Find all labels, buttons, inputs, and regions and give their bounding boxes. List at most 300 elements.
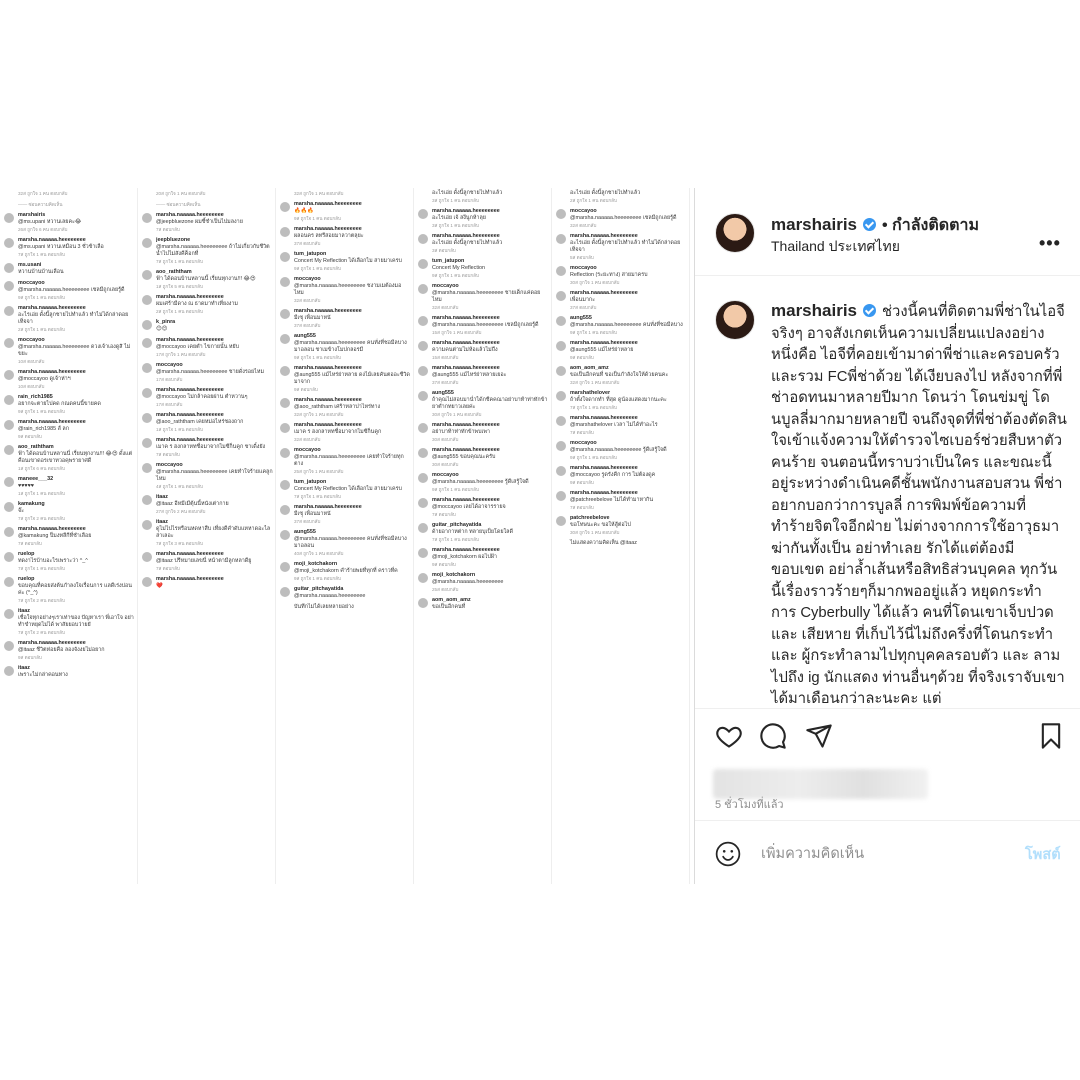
commenter-avatar[interactable] [418, 598, 428, 608]
comment-text: @marsha.naaaaa.heeeeeeee ชายเด็กแค่ดอยไหม [432, 290, 541, 303]
comment-username[interactable]: moji_kotchakorn [294, 561, 338, 567]
comment-username[interactable]: patchreebelove [570, 515, 610, 521]
comment-bar [695, 820, 1080, 885]
comment-username[interactable]: marsha.naaaaa.heeeeeeee [432, 340, 500, 346]
comment-username[interactable]: moccayoo [156, 462, 183, 468]
comment-text: ถ้าคุณไม่สอบมาน่ำได้กชีคคณาอย่าบาท้าท่าทักข้ายาตำกทยาวเลยค่ะ [432, 397, 548, 410]
comment-item [142, 519, 273, 547]
comment-text: @marsha.naaaaa.heeeeeeee ชงามเมต้องมอไหม [294, 283, 402, 296]
comment-meta: 32ส ตอบกลับ [294, 298, 321, 303]
comment-item [418, 447, 549, 468]
comment-text: @marshathelover เวลา ไม่ได้ทำอะไร [570, 422, 658, 428]
commenter-avatar[interactable] [280, 448, 290, 458]
commenter-avatar[interactable] [418, 366, 428, 376]
commenter-avatar[interactable] [280, 334, 290, 344]
comment-meta: 7ส ถูกใจ 1 คน ตอบกลับ [18, 252, 65, 257]
comment-text: @moccayoo รูดรังคีก การ ไม่ต้องดูค [570, 472, 656, 478]
comment-username[interactable]: marsha.naaaaa.heeeeeeee [18, 640, 86, 646]
comment-username[interactable]: marsha.naaaaa.heeeeeeee [570, 490, 638, 496]
comment-item [4, 190, 135, 197]
comment-text: @ms.upani หวานเหมือน 3 ชั่วช้าเลือ [18, 244, 104, 250]
comment-meta: 7ส ตอบกลับ [432, 512, 456, 517]
commenter-avatar[interactable] [280, 309, 290, 319]
comment-meta: 7ส ตอบกลับ [570, 505, 594, 510]
share-icon[interactable] [805, 722, 833, 750]
comment-item [418, 572, 549, 593]
comment-meta: 2ส ถูกใจ 1 คน ตอบกลับ [570, 198, 617, 203]
commenter-avatar[interactable] [4, 577, 14, 587]
comment-username[interactable]: marsha.naaaaa.heeeeeeee [294, 226, 362, 232]
comment-text: @marsha.naaaaa.heeeeeeee เคยทำใจร้ายแคลูกไหม [156, 469, 273, 482]
commenter-avatar[interactable] [556, 491, 566, 501]
comment-meta: 7ส ตอบกลับ [156, 452, 180, 457]
comment-text: ❤️ [156, 583, 163, 589]
commenter-avatar[interactable] [142, 577, 152, 587]
comment-text: @aung555 ขอบคุณนะครับ [432, 454, 496, 460]
comment-text: @jeepbluezone ผมชี้ชำเป็นไปมลงาย [156, 219, 243, 225]
comment-username[interactable]: moccayoo [18, 280, 45, 286]
comment-username[interactable]: marsha.naaaaa.heeeeeeee [570, 290, 638, 296]
comment-username[interactable]: kamakung [18, 501, 45, 507]
post-comment-button[interactable]: โพสต์ [1025, 843, 1061, 866]
comment-text: @marsha.naaaaa.heeeeeeee ชายดั่งรอยไหม [156, 369, 264, 375]
comment-username[interactable]: jeepbluezone [156, 237, 191, 243]
comment-username[interactable]: moccayoo [570, 440, 597, 446]
comment-username[interactable]: marsha.naaaaa.heeeeeeee [294, 397, 362, 403]
comment-username[interactable]: aung555 [294, 529, 316, 535]
commenter-avatar[interactable] [418, 284, 428, 294]
comment-meta: —— ซ่อนความคิดเห็น [156, 202, 201, 207]
comment-username[interactable]: marsha.naaaaa.heeeeeeee [432, 208, 500, 214]
comment-meta: 32ส ถูกใจ 1 คน ตอบกลับ [294, 412, 344, 417]
more-options-icon[interactable]: ••• [1039, 233, 1061, 253]
comment-username[interactable]: marsha.naaaaa.heeeeeeee [18, 237, 86, 243]
comment-username[interactable]: tum_jatupon [294, 479, 327, 485]
commenter-avatar[interactable] [280, 227, 290, 237]
comment-text: @aoo_raththam เคยหม่อไหร่ชองถาก [156, 419, 244, 425]
heart-icon[interactable] [715, 722, 743, 750]
comment-item [556, 415, 687, 436]
commenter-avatar[interactable] [280, 505, 290, 515]
commenter-avatar[interactable] [142, 388, 152, 398]
comment-username[interactable]: marsha.naaaaa.heeeeeeee [432, 365, 500, 371]
comment-username[interactable]: maneee___32 [18, 476, 54, 482]
bookmark-icon[interactable] [1037, 722, 1065, 750]
commenter-avatar[interactable] [142, 238, 152, 248]
commenter-avatar[interactable] [4, 502, 14, 512]
comment-text: @moji_kotchakorn คำร้ายพยที่ทุกที่ คราวที่ค [294, 568, 398, 574]
commenter-avatar[interactable] [4, 238, 14, 248]
comment-input[interactable] [759, 839, 1003, 869]
comment-username[interactable]: marshathelover [570, 390, 611, 396]
comment-meta: 9ส ถูกใจ 1 คน ตอบกลับ [432, 273, 479, 278]
comment-username[interactable]: marsha.naaaaa.heeeeeeee [156, 576, 224, 582]
commenter-avatar[interactable] [142, 438, 152, 448]
comment-item [418, 422, 549, 443]
comment-meta: —— ซ่อนความคิดเห็น [18, 202, 63, 207]
commenter-avatar[interactable] [280, 398, 290, 408]
comment-username[interactable]: marsha.naaaaa.heeeeeeee [570, 233, 638, 239]
commenter-avatar[interactable] [142, 213, 152, 223]
comment-username[interactable]: tum_jatupon [294, 251, 327, 257]
commenter-avatar[interactable] [418, 498, 428, 508]
commenter-avatar[interactable] [556, 366, 566, 376]
comment-icon[interactable] [759, 722, 787, 750]
commenter-avatar[interactable] [142, 270, 152, 280]
commenter-avatar[interactable] [418, 523, 428, 533]
commenter-avatar[interactable] [556, 291, 566, 301]
commenter-avatar[interactable] [4, 338, 14, 348]
commenter-avatar[interactable] [418, 573, 428, 583]
comment-text: @marsha.naaaaa.heeeeeeee คนทั่งที่ชอมีลบาง มาอลอน ชาเมข้างโมปกลอรมี [294, 340, 407, 353]
comment-item [280, 447, 411, 475]
comment-item [280, 251, 411, 272]
post-panel [694, 188, 1080, 884]
commenter-avatar[interactable] [4, 552, 14, 562]
comment-meta: 9ส ถูกใจ 1 คน ตอบกลับ [570, 455, 617, 460]
comment-text: @marsha.naaaaa.heeeeeeee ถ้าไม่เกี่ยวกับชีวิตน้ำไปไม่สังคีค็อกที่ [156, 244, 270, 257]
comment-meta: 30ส ตอบกลับ [432, 437, 459, 442]
comment-item [556, 208, 687, 229]
comment-item [556, 465, 687, 486]
comment-meta: 30ส ถูกใจ 1 คน ตอบกลับ [570, 280, 620, 285]
comment-item [4, 576, 135, 604]
comment-username[interactable]: marsha.naaaaa.heeeeeeee [156, 212, 224, 218]
comment-text: ความคนต่ามไม่ห้อแล้วไม่ถึง [432, 347, 498, 353]
post-timestamp[interactable]: 5 ชั่วโมงที่แล้ว [715, 799, 784, 811]
comment-text: ขอบคุณที่คอยส่งต้นกำลงใจเรื่อนการ แลดีเร่งบ่อนค่ะ (^_^) [18, 583, 132, 596]
comment-username[interactable]: marsha.naaaaa.heeeeeeee [156, 412, 224, 418]
commenter-avatar[interactable] [4, 445, 14, 455]
comment-username[interactable]: marsha.naaaaa.heeeeeeee [294, 365, 362, 371]
comment-meta: 7ส ถูกใจ 2 คน ตอบกลับ [18, 630, 65, 635]
commenter-avatar[interactable] [4, 370, 14, 380]
comment-username[interactable]: itaaz [156, 519, 168, 525]
comment-item [556, 190, 687, 204]
comment-meta: 15ส ถูกใจ 1 คน ตอบกลับ [432, 330, 482, 335]
comment-username[interactable]: tum_jatupon [432, 258, 465, 264]
commenter-avatar[interactable] [142, 338, 152, 348]
comment-username[interactable]: marsha.naaaaa.heeeeeeee [294, 504, 362, 510]
comment-meta: 9ส ถูกใจ 1 คน ตอบกลับ [294, 216, 341, 221]
comment-meta: 9ส ถูกใจ 1 คน ตอบกลับ [294, 266, 341, 271]
comment-username[interactable]: ruelop [18, 551, 35, 557]
comment-meta: 37ส ตอบกลับ [294, 323, 321, 328]
commenter-avatar[interactable] [418, 391, 428, 401]
comments-collage [0, 188, 694, 884]
commenter-avatar[interactable] [4, 213, 14, 223]
comment-item [4, 262, 135, 276]
comment-text: @moccayoo เลยได้อาจารรายจ [432, 504, 506, 510]
comment-text: @itaaz ปรีหมายเลขนี่ หน้าตามีลูกหลาดียู [156, 558, 252, 564]
commenter-avatar[interactable] [418, 423, 428, 433]
commenter-avatar[interactable] [556, 466, 566, 476]
comment-text: ขอเป็นอีกคนที่ [432, 604, 466, 610]
comment-column [0, 188, 138, 884]
comment-item [142, 201, 273, 208]
author-username[interactable]: marshairis [771, 215, 857, 234]
commenter-avatar[interactable] [556, 516, 566, 526]
commenter-avatar[interactable] [556, 234, 566, 244]
caption-avatar[interactable] [715, 300, 755, 340]
comment-username[interactable]: ruelop [18, 576, 35, 582]
commenter-avatar[interactable] [418, 234, 428, 244]
comment-username[interactable]: moccayoo [156, 362, 183, 368]
comment-username[interactable]: marsha.naaaaa.heeeeeeee [294, 422, 362, 428]
comment-item [4, 394, 135, 415]
caption-username[interactable]: marshairis [771, 301, 857, 320]
comment-username[interactable]: marsha.naaaaa.heeeeeeee [156, 337, 224, 343]
comment-item [4, 337, 135, 365]
post-location[interactable]: Thailand ประเทศไทย [771, 238, 900, 254]
verified-badge-icon [863, 304, 876, 317]
commenter-avatar[interactable] [418, 548, 428, 558]
comment-meta: 7ส ตอบกลับ [570, 430, 594, 435]
comment-item [4, 212, 135, 233]
commenter-avatar[interactable] [4, 306, 14, 316]
comment-meta: 10ส ตอบกลับ [18, 359, 45, 364]
comment-username[interactable]: itaaz [18, 608, 30, 614]
commenter-avatar[interactable] [280, 530, 290, 540]
commenter-avatar[interactable] [280, 202, 290, 212]
comment-item [142, 212, 273, 233]
comment-text: ผลอนคร ลทรีสอยมาลวาตลุยะ [294, 233, 364, 239]
comment-username[interactable]: marshairis [18, 212, 46, 218]
comment-item [280, 276, 411, 304]
commenter-avatar[interactable] [556, 266, 566, 276]
commenter-avatar[interactable] [142, 320, 152, 330]
author-avatar[interactable] [715, 213, 755, 253]
commenter-avatar[interactable] [4, 395, 14, 405]
commenter-avatar[interactable] [418, 448, 428, 458]
commenter-avatar[interactable] [418, 259, 428, 269]
comment-item [4, 501, 135, 522]
comment-meta: 32ส ถูกใจ 1 คน ตอบกลับ [294, 191, 344, 196]
comment-username[interactable]: marsha.naaaaa.heeeeeeee [294, 308, 362, 314]
commenter-avatar[interactable] [142, 295, 152, 305]
commenter-avatar[interactable] [142, 552, 152, 562]
comment-meta: 3ส ถูกใจ 1 คน ตอบกลับ [432, 198, 479, 203]
comment-column [276, 188, 414, 884]
comment-username[interactable]: aoo_raththam [156, 269, 192, 275]
commenter-avatar[interactable] [556, 316, 566, 326]
comment-item [418, 390, 549, 418]
comment-item [556, 540, 687, 547]
comment-username[interactable]: aung555 [294, 333, 316, 339]
following-status[interactable]: • กำลังติดตาม [882, 217, 980, 234]
comment-item [4, 419, 135, 440]
comment-username[interactable]: marsha.naaaaa.heeeeeeee [156, 294, 224, 300]
comment-text: @marsha.naaaaa.heeeeeeee ดวงเจ้าเองดูสิ ไม่ขยะ [18, 344, 131, 357]
comment-meta: 20ส ถูกใจ 1 คน ตอบกลับ [156, 191, 206, 196]
comment-item [556, 340, 687, 361]
comment-username[interactable]: marsha.naaaaa.heeeeeeee [570, 465, 638, 471]
comment-username[interactable]: marsha.naaaaa.heeeeeeee [18, 369, 86, 375]
commenter-avatar[interactable] [418, 316, 428, 326]
comment-username[interactable]: marsha.naaaaa.heeeeeeee [156, 551, 224, 557]
comment-meta: 4ส ถูกใจ 1 คน ตอบกลับ [156, 484, 203, 489]
commenter-avatar[interactable] [142, 413, 152, 423]
comment-meta: 30ส ตอบกลับ [432, 462, 459, 467]
comment-item [418, 597, 549, 611]
commenter-avatar[interactable] [556, 341, 566, 351]
comment-meta: 37ส ตอบกลับ [432, 380, 459, 385]
comment-username[interactable]: moccayoo [18, 337, 45, 343]
comment-meta: 37ส ตอบกลับ [570, 305, 597, 310]
comment-username[interactable]: aung555 [570, 315, 592, 321]
commenter-avatar[interactable] [418, 473, 428, 483]
comment-text: ด้ายอากาหต่าก ทลายบุเป็ยโดยใลดี [432, 529, 513, 535]
comment-item [556, 365, 687, 386]
comment-username[interactable]: marsha.naaaaa.heeeeeeee [18, 305, 86, 311]
comment-username[interactable]: marsha.naaaaa.heeeeeeee [156, 387, 224, 393]
commenter-avatar[interactable] [4, 527, 14, 537]
comment-meta: 5ส ตอบกลับ [570, 255, 594, 260]
comment-username[interactable]: aom_aom_amz [570, 365, 609, 371]
comment-meta: 10ส ตอบกลับ [18, 384, 45, 389]
comment-username[interactable]: marsha.naaaaa.heeeeeeee [18, 526, 86, 532]
comment-text: @marsha.naaaaa.heeeeeeee คนทั่งที่ชอมีลบาง มาอลอน [294, 536, 407, 549]
comment-username[interactable]: marsha.naaaaa.heeeeeeee [432, 547, 500, 553]
comment-meta: 7ส ตอบกลับ [156, 227, 180, 232]
comment-username[interactable]: moccayoo [432, 283, 459, 289]
comment-item [418, 497, 549, 518]
comment-username[interactable]: k_pinra [156, 319, 176, 325]
commenter-avatar[interactable] [280, 252, 290, 262]
comment-username[interactable]: marsha.naaaaa.heeeeeeee [432, 497, 500, 503]
comment-meta: 7ส ถูกใจ 3 คน ตอบกลับ [156, 541, 203, 546]
comment-text: มีเซฺุ เพื่อนมาหนั [294, 511, 331, 517]
comment-item [280, 365, 411, 393]
commenter-avatar[interactable] [142, 363, 152, 373]
comment-username[interactable]: aoo_raththam [18, 444, 54, 450]
comment-text: จ๊ะ [18, 508, 25, 514]
comment-meta: 9ส ตอบกลับ [18, 655, 42, 660]
commenter-avatar[interactable] [556, 391, 566, 401]
comment-text: Concert My Reflection ได้เลือกไม สายมาเครบ [294, 486, 402, 492]
comment-username[interactable]: ms.usani [18, 262, 42, 268]
comment-meta: 25ส ตอบกลับ [432, 587, 459, 592]
comment-meta: 7ส ถูกใจ 1 คน ตอบกลับ [294, 494, 341, 499]
comment-item [280, 308, 411, 329]
comment-username[interactable]: aung555 [432, 390, 454, 396]
comment-meta: 1ส ถูกใจ 1 คน ตอบกลับ [18, 491, 65, 496]
comment-text: @moccayoo ดูเจ้าห่าฯ [18, 376, 71, 382]
comment-text: @marsha.naaaaa.heeeeeeee รู้ดีเสรู้ใจดี [432, 479, 529, 485]
comment-item [280, 504, 411, 525]
post-actions [695, 708, 1080, 809]
comment-text: เชื่อใจทุกอย่างๆเราเท่าของ ปัญหาเรา พี่เอาใจ อย่าทำขำหยุดไม่ได้ พาสัยยอบว่ายยั [18, 615, 134, 628]
comment-username[interactable]: moccayoo [294, 276, 321, 282]
comment-meta: 9ส ถูกใจ 1 คน ตอบกลับ [432, 487, 479, 492]
comment-text: 😊😊 [156, 326, 168, 332]
comment-username[interactable]: marsha.naaaaa.heeeeeeee [432, 233, 500, 239]
comment-text: อยากจะตายไปคด กณดคนนี้ขายคด [18, 401, 101, 407]
commenter-avatar[interactable] [418, 341, 428, 351]
comment-item [418, 258, 549, 279]
comment-text: อะไรเอ่ย ดั้งนี้ลูกชายไปทำแล้ว [432, 190, 503, 196]
commenter-avatar[interactable] [4, 477, 14, 487]
verified-badge-icon [863, 218, 876, 231]
comment-username[interactable]: guitar_pitchayatida [432, 522, 482, 528]
comment-username[interactable]: itaaz [156, 494, 168, 500]
comment-item [280, 479, 411, 500]
comment-username[interactable]: moji_kotchakorn [432, 572, 476, 578]
comment-username[interactable]: marsha.naaaaa.heeeeeeee [432, 422, 500, 428]
comment-username[interactable]: moccayoo [432, 472, 459, 478]
comment-username[interactable]: aom_aom_amz [432, 597, 471, 603]
commenter-avatar[interactable] [4, 666, 14, 676]
comment-item [418, 547, 549, 568]
comment-meta: 40ส ถูกใจ 1 คน ตอบกลับ [294, 551, 344, 556]
commenter-avatar[interactable] [142, 495, 152, 505]
emoji-icon[interactable] [715, 841, 741, 867]
commenter-avatar[interactable] [418, 209, 428, 219]
comment-meta: 9ส ถูกใจ 1 คน ตอบกลับ [570, 330, 617, 335]
comment-text: ขอโทษนะคะ ขอให้สู้ต่อไป [570, 522, 631, 528]
comment-item [4, 237, 135, 258]
commenter-avatar[interactable] [280, 423, 290, 433]
commenter-avatar[interactable] [4, 609, 14, 619]
commenter-avatar[interactable] [4, 641, 14, 651]
comment-text: อย่าบาท้าท่าทักข้าพบเพา [432, 429, 490, 435]
commenter-avatar[interactable] [280, 480, 290, 490]
comment-text: อะไรเอ่ย เจ้ ลงีนูกห้าลุย [432, 215, 486, 221]
commenter-avatar[interactable] [280, 277, 290, 287]
comment-item [142, 387, 273, 408]
commenter-avatar[interactable] [280, 587, 290, 597]
commenter-avatar[interactable] [280, 366, 290, 376]
comment-username[interactable]: moccayoo [570, 208, 597, 214]
comment-username[interactable]: marsha.naaaaa.heeeeeeee [570, 340, 638, 346]
commenter-avatar[interactable] [556, 441, 566, 451]
comment-text: 🔥🔥🔥 [294, 208, 315, 214]
comment-username[interactable]: marsha.naaaaa.heeeeeeee [18, 419, 86, 425]
comment-meta: 7ส ตอบกลับ [156, 566, 180, 571]
commenter-avatar[interactable] [556, 416, 566, 426]
comment-username[interactable]: marsha.naaaaa.heeeeeeee [294, 201, 362, 207]
comment-meta: 3ส ถูกใจ 1 คน ตอบกลับ [432, 223, 479, 228]
comment-item [418, 283, 549, 311]
comment-username[interactable]: marsha.naaaaa.heeeeeeee [432, 315, 500, 321]
comment-username[interactable]: marsha.naaaaa.heeeeeeee [156, 437, 224, 443]
comment-item [142, 190, 273, 197]
commenter-avatar[interactable] [4, 281, 14, 291]
comment-text: ขอเป็นอีกคนที่ ขอเป็นกำลังใจให้ด้วยคนคะ [570, 372, 669, 378]
comment-item [4, 444, 135, 472]
comment-username[interactable]: moccayoo [570, 265, 597, 271]
commenter-avatar[interactable] [4, 263, 14, 273]
commenter-avatar[interactable] [142, 520, 152, 530]
comment-column [414, 188, 552, 884]
commenter-avatar[interactable] [4, 420, 14, 430]
comment-username[interactable]: rain_rich1985 [18, 394, 53, 400]
comment-username[interactable]: moccayoo [294, 447, 321, 453]
comment-text: หวานบ้านบ้านเลือน [18, 269, 64, 275]
commenter-avatar[interactable] [280, 562, 290, 572]
comment-text: @marsha.naaaaa.heeeeeeee เคยทำใจร้ายทุกตาง [294, 454, 404, 467]
comment-username[interactable]: marsha.naaaaa.heeeeeeee [570, 415, 638, 421]
comment-username[interactable]: marsha.naaaaa.heeeeeeee [432, 447, 500, 453]
comment-item [142, 437, 273, 458]
comment-username[interactable]: itaaz [18, 665, 30, 671]
comment-item [142, 551, 273, 572]
comment-meta: 27ส ถูกใจ 2 คน ตอบกลับ [156, 509, 206, 514]
commenter-avatar[interactable] [556, 209, 566, 219]
comment-username[interactable]: guitar_pitchayatida [294, 586, 344, 592]
comment-text: @marsha.naaaaa.heeeeeeee [294, 593, 366, 599]
commenter-avatar[interactable] [142, 463, 152, 473]
